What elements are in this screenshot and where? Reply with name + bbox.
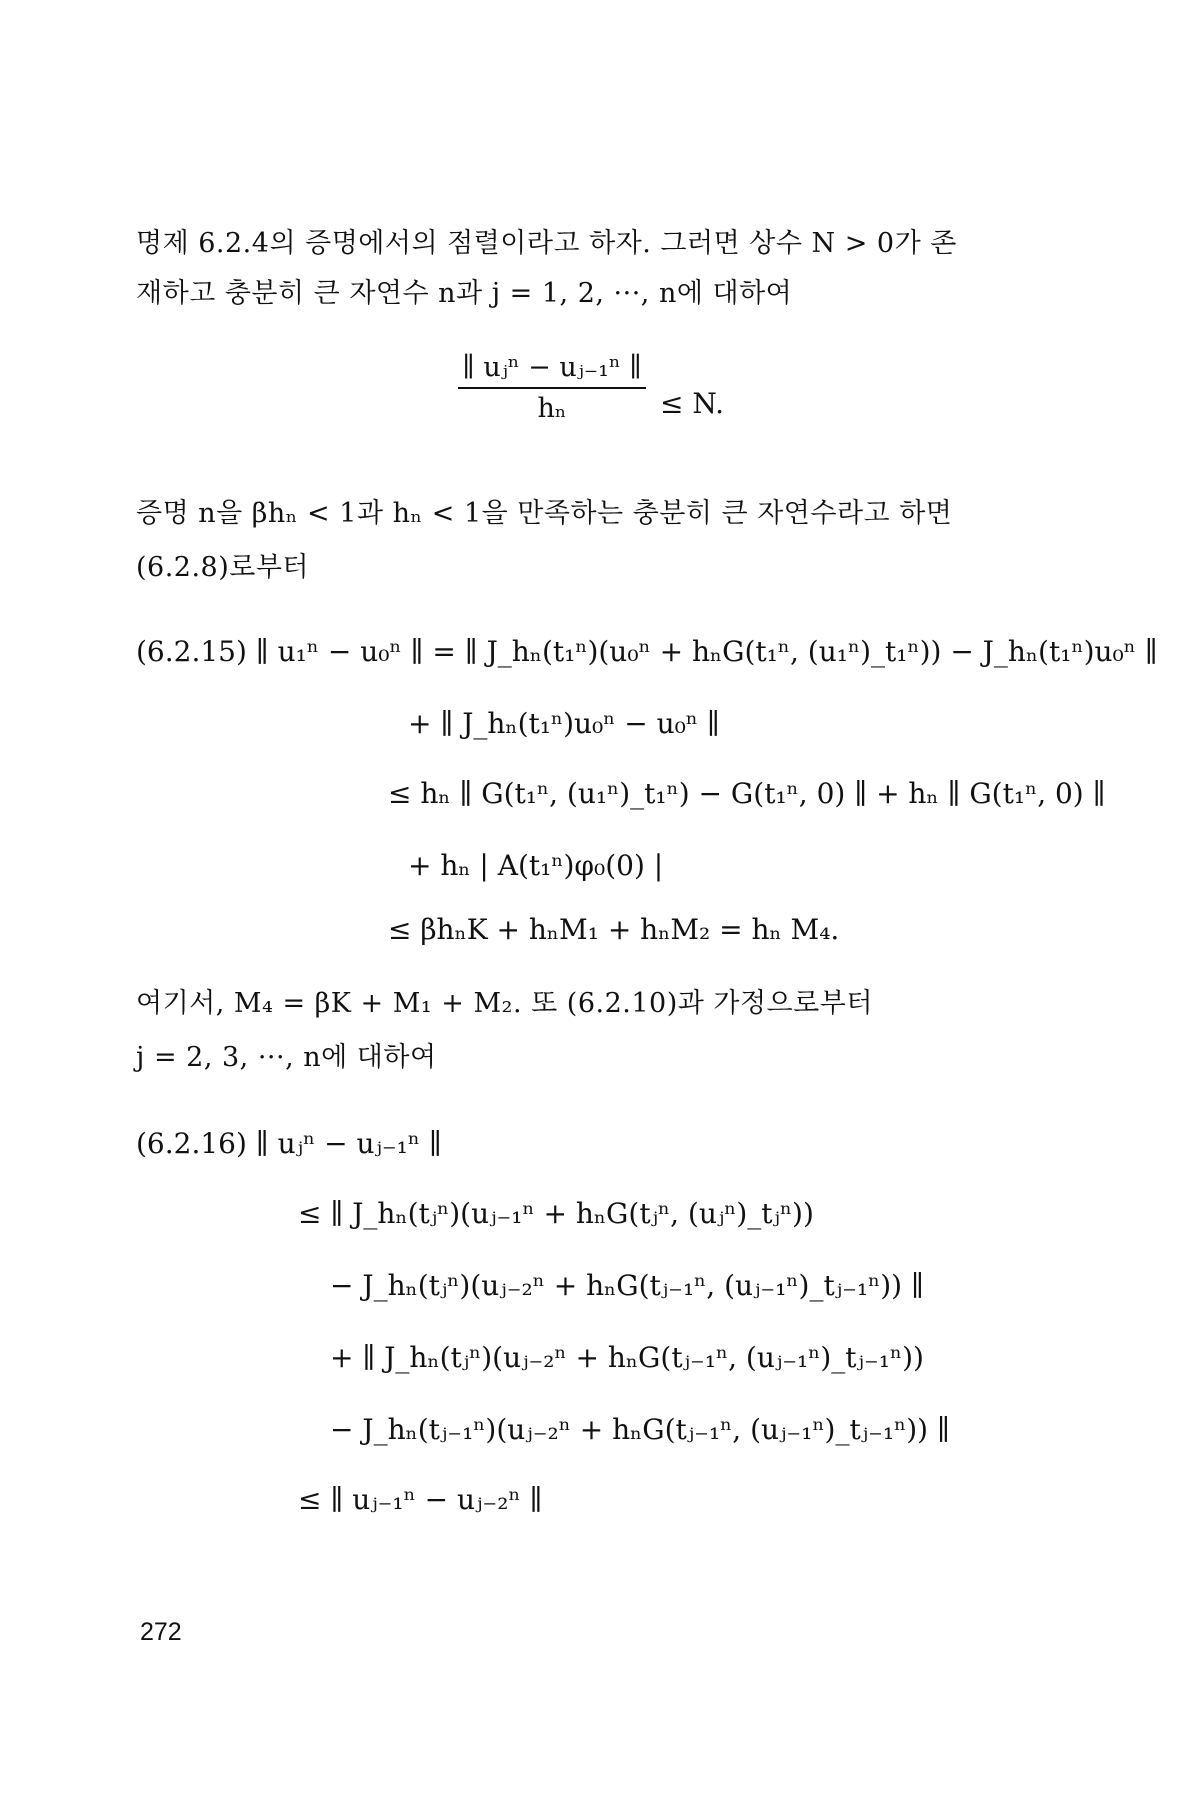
equation-6-2-15-line-5: ≤ βhₙK + hₙM₁ + hₙM₂ = hₙ M₄.	[388, 913, 840, 946]
proposition-line-2: 재하고 충분히 큰 자연수 n과 j = 1, 2, ···, n에 대하여	[136, 278, 793, 309]
proof-line-1: 증명 n을 βhₙ < 1과 hₙ < 1을 만족하는 충분히 큰 자연수라고 하면	[136, 498, 953, 529]
equation-6-2-16-line-2: ≤ ∥ J_hₙ(tⱼⁿ)(uⱼ₋₁ⁿ + hₙG(tⱼⁿ, (uⱼⁿ)_tⱼⁿ))	[298, 1197, 814, 1230]
equation-6-2-15-line-2: + ∥ J_hₙ(t₁ⁿ)u₀ⁿ − u₀ⁿ ∥	[408, 707, 720, 740]
after-line-1: 여기서, M₄ = βK + M₁ + M₂. 또 (6.2.10)과 가정으로부터	[136, 988, 873, 1019]
equation-6-2-16-line-1: (6.2.16) ∥ uⱼⁿ − uⱼ₋₁ⁿ ∥	[136, 1127, 442, 1160]
fraction-denominator: hₙ	[537, 393, 567, 424]
fraction-numerator: ∥ uⱼⁿ − uⱼ₋₁ⁿ ∥	[458, 352, 646, 389]
equation-6-2-15-line-1: (6.2.15) ∥ u₁ⁿ − u₀ⁿ ∥ = ∥ J_hₙ(t₁ⁿ)(u₀ⁿ + hₙG(t₁ⁿ, (u₁ⁿ)_t₁ⁿ)) − J_hₙ(t₁ⁿ)u₀ⁿ ∥	[136, 635, 1158, 668]
equation-6-2-16-line-3: − J_hₙ(tⱼⁿ)(uⱼ₋₂ⁿ + hₙG(tⱼ₋₁ⁿ, (uⱼ₋₁ⁿ)_tⱼ₋₁ⁿ)) ∥	[330, 1269, 924, 1302]
equation-6-2-16-line-6: ≤ ∥ uⱼ₋₁ⁿ − uⱼ₋₂ⁿ ∥	[298, 1483, 543, 1516]
equation-6-2-15-line-4: + hₙ | A(t₁ⁿ)φ₀(0) |	[408, 849, 664, 882]
equation-6-2-16-line-4: + ∥ J_hₙ(tⱼⁿ)(uⱼ₋₂ⁿ + hₙG(tⱼ₋₁ⁿ, (uⱼ₋₁ⁿ)_tⱼ₋₁ⁿ))	[330, 1341, 924, 1374]
proof-line-2: (6.2.8)로부터	[136, 552, 310, 583]
proposition-line-1: 명제 6.2.4의 증명에서의 점렬이라고 하자. 그러면 상수 N > 0가 존	[136, 228, 957, 259]
fraction-rhs: ≤ N.	[660, 387, 724, 420]
after-line-2: j = 2, 3, ···, n에 대하여	[136, 1042, 437, 1073]
page-number: 272	[140, 1618, 182, 1646]
display-fraction	[458, 352, 646, 424]
equation-6-2-16-line-5: − J_hₙ(tⱼ₋₁ⁿ)(uⱼ₋₂ⁿ + hₙG(tⱼ₋₁ⁿ, (uⱼ₋₁ⁿ)_tⱼ₋₁ⁿ)) ∥	[330, 1413, 950, 1446]
equation-6-2-15-line-3: ≤ hₙ ∥ G(t₁ⁿ, (u₁ⁿ)_t₁ⁿ) − G(t₁ⁿ, 0) ∥ + hₙ ∥ G(t₁ⁿ, 0) ∥	[388, 777, 1106, 810]
